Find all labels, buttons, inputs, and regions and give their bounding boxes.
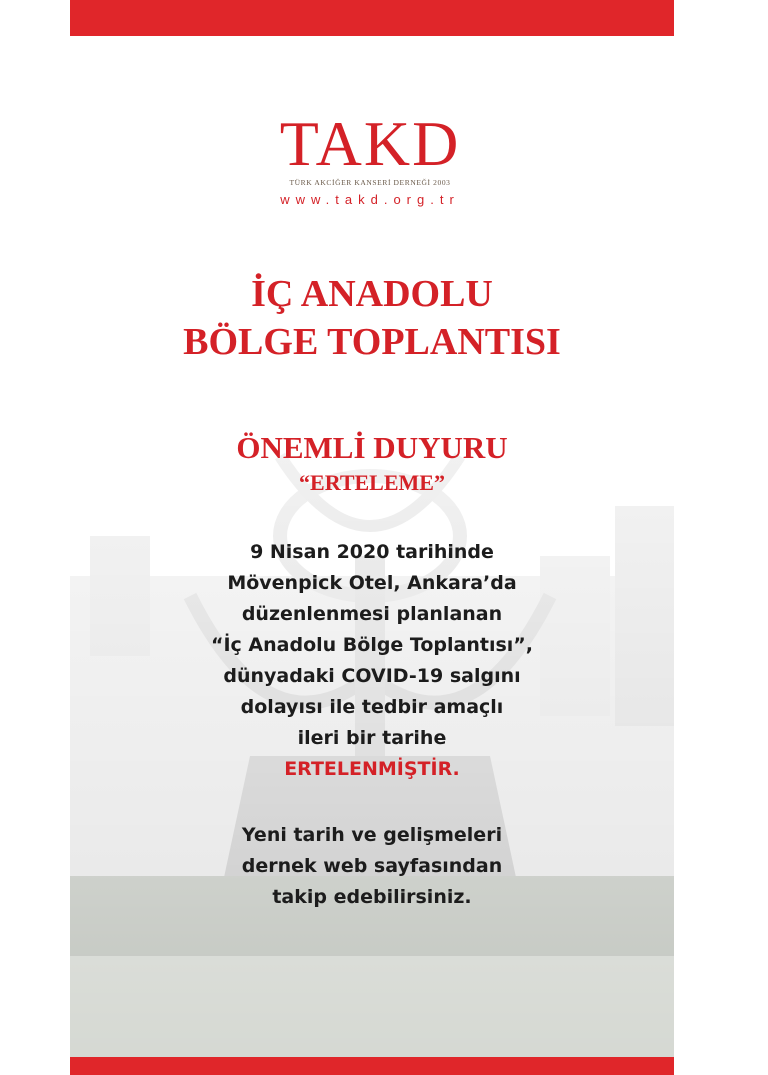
logo-subtitle: TÜRK AKCİĞER KANSERİ DERNEĞİ 2003 bbox=[289, 178, 451, 187]
notice-subtitle: “ERTELEME” bbox=[299, 470, 445, 495]
body-line: “İç Anadolu Bölge Toplantısı”, bbox=[210, 634, 534, 656]
announcement-poster bbox=[70, 0, 674, 1075]
closing-line: Yeni tarih ve gelişmeleri bbox=[241, 824, 503, 846]
closing-line: takip edebilirsiniz. bbox=[272, 886, 472, 908]
heading-line-2: BÖLGE TOPLANTISI bbox=[183, 321, 561, 363]
notice-title: ÖNEMLİ DUYURU bbox=[236, 430, 508, 465]
body-line: 9 Nisan 2020 tarihinde bbox=[250, 541, 494, 563]
postponed-highlight: ERTELENMİŞTİR. bbox=[284, 758, 460, 780]
logo-url: www.takd.org.tr bbox=[280, 192, 460, 207]
body-line: dünyadaki COVID-19 salgını bbox=[223, 665, 521, 687]
heading-line-1: İÇ ANADOLU bbox=[251, 273, 493, 315]
body-line: düzenlenmesi planlanan bbox=[241, 603, 503, 625]
announcement-body bbox=[70, 537, 674, 913]
top-red-bar bbox=[70, 0, 674, 36]
spacer bbox=[70, 785, 674, 820]
logo-wordmark: TAKD bbox=[279, 108, 461, 179]
body-line: ileri bir tarihe bbox=[297, 727, 447, 749]
bottom-red-bar bbox=[70, 1057, 674, 1075]
body-line: dolayısı ile tedbir amaçlı bbox=[240, 696, 504, 718]
takd-logo bbox=[240, 108, 500, 212]
body-line: Mövenpick Otel, Ankara’da bbox=[227, 572, 517, 594]
closing-line: dernek web sayfasından bbox=[241, 855, 503, 877]
